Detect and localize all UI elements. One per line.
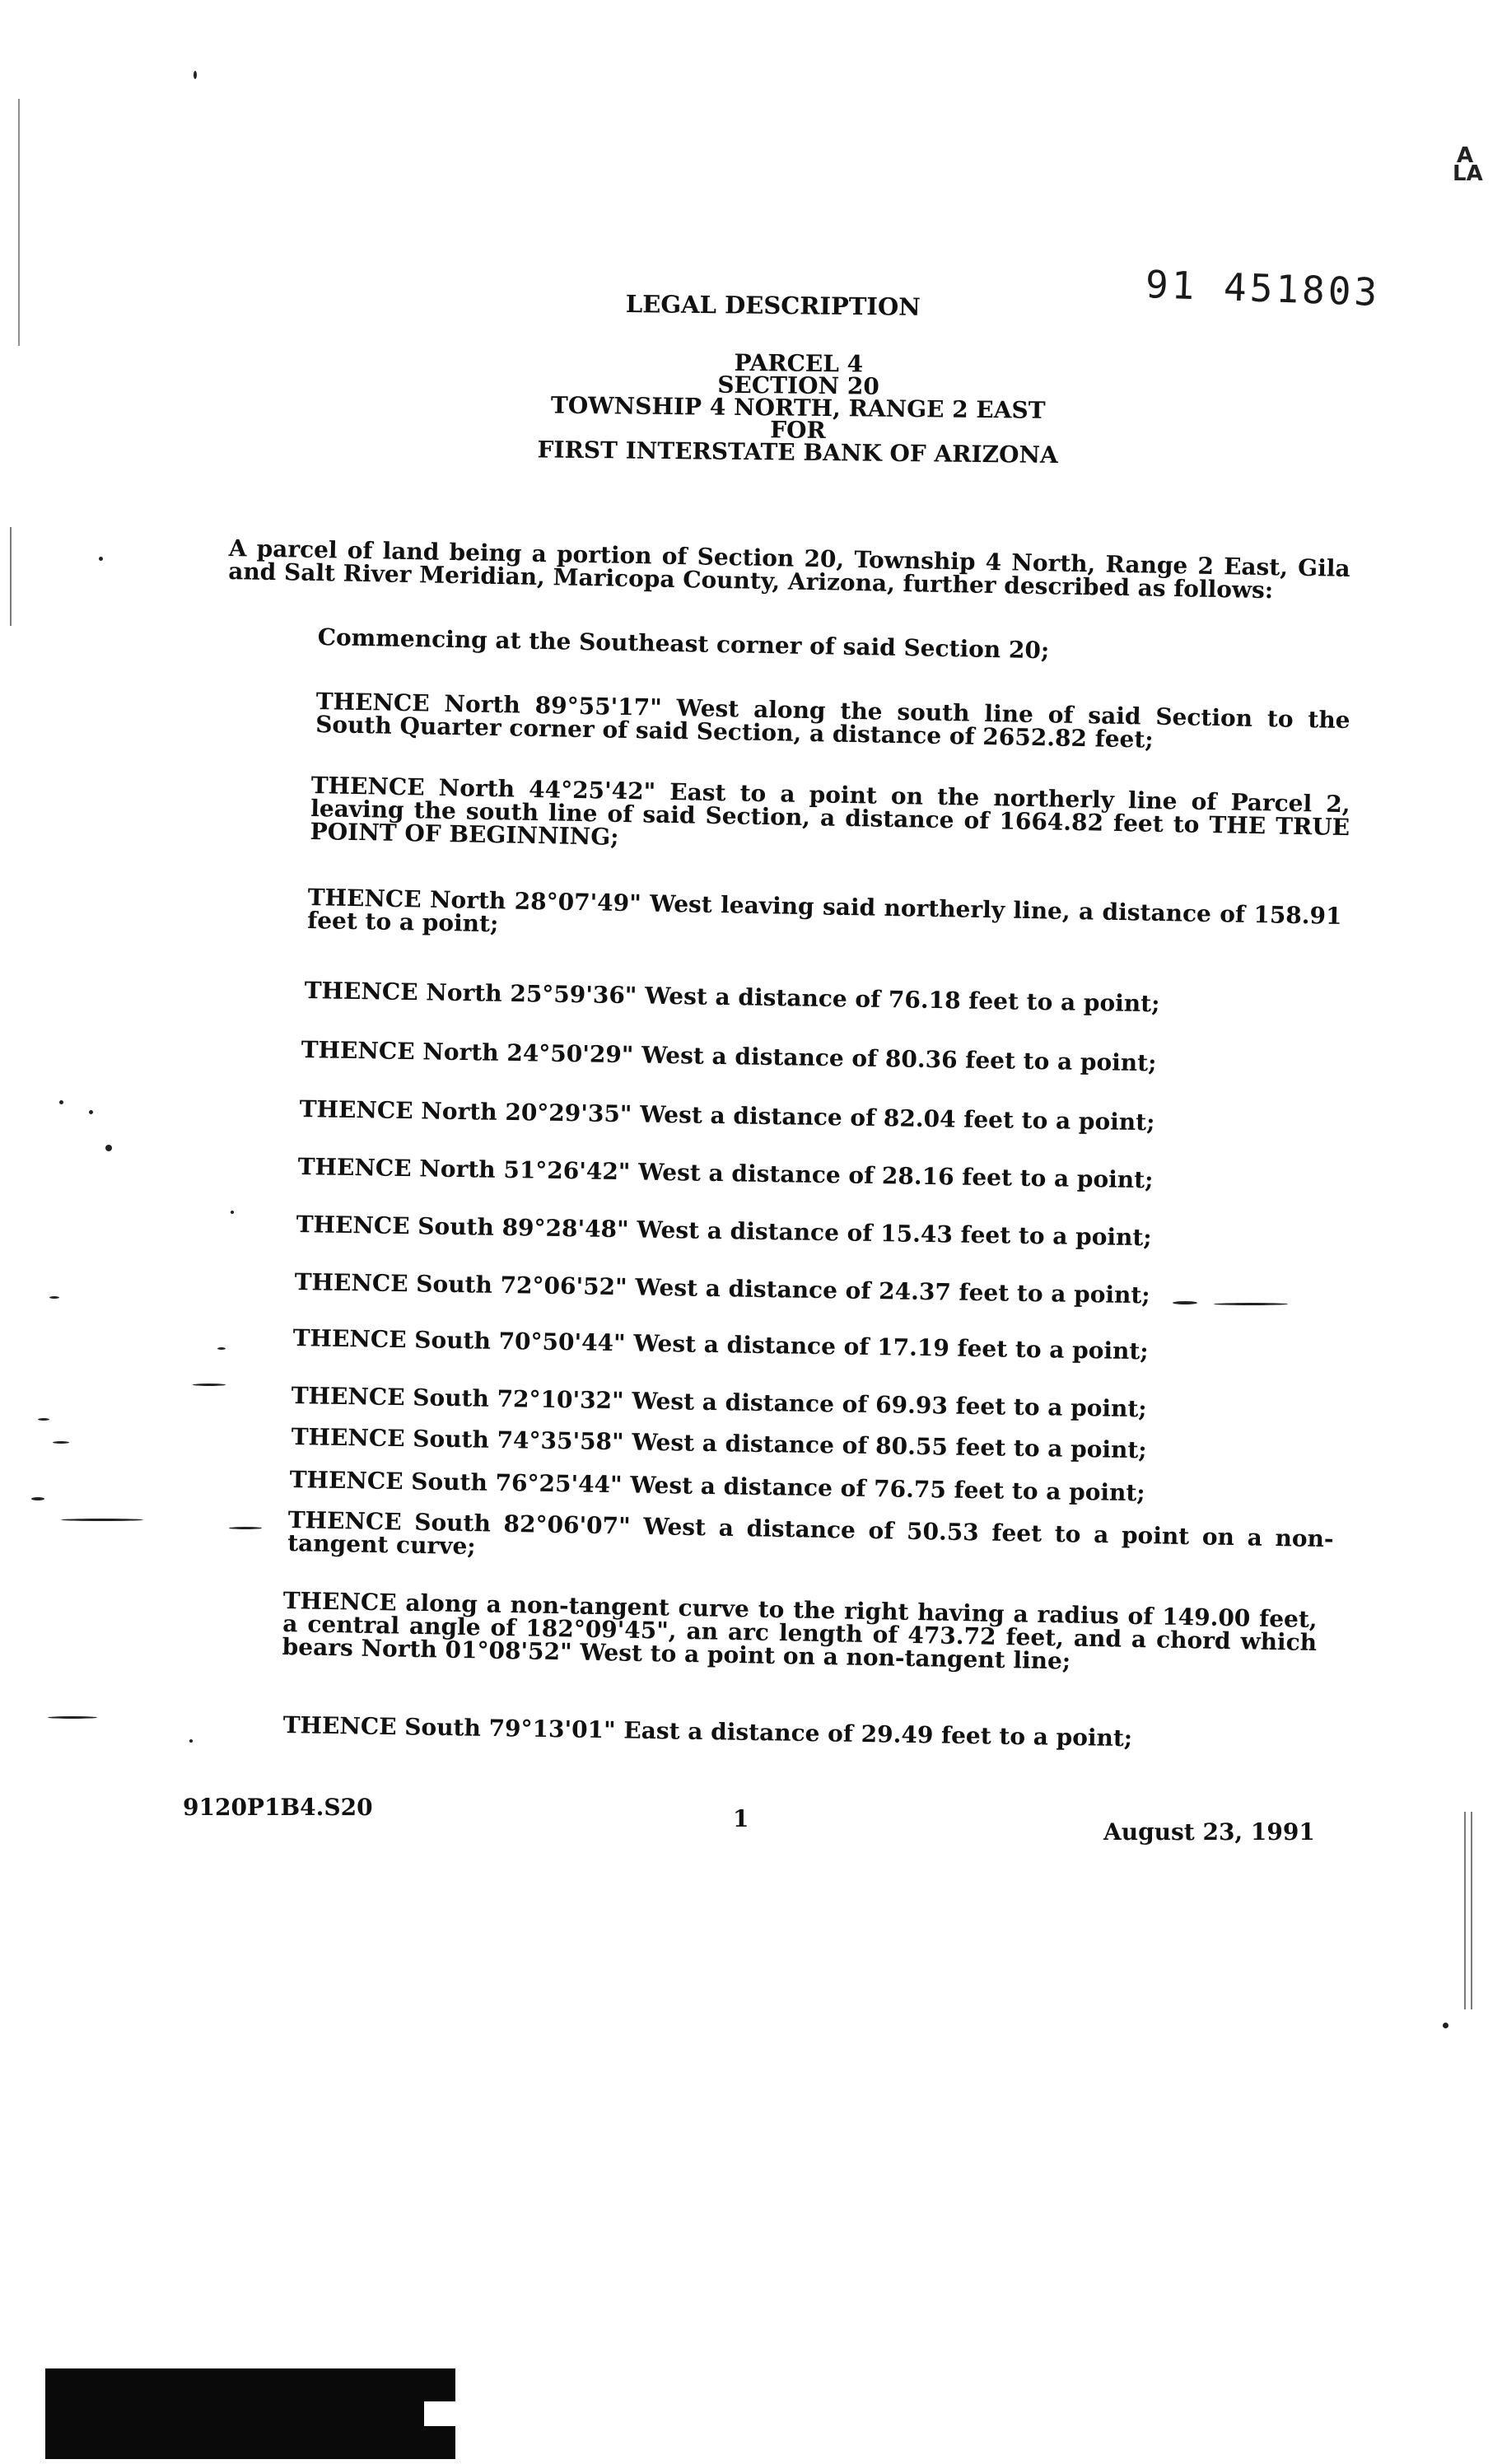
scan-speck: [59, 1100, 63, 1104]
scan-speck: [61, 1519, 143, 1521]
margin-mark-text: A LA: [1453, 143, 1483, 186]
scan-edge-line: [10, 527, 12, 626]
course-paragraph-1: THENCE North 89°55'17" West along the south line of said Section to the South Quarter corner of said Section, a distance of 2652.82 feet;: [315, 688, 1350, 754]
curve-paragraph: THENCE along a non-tangent curve to the right having a radius of 149.00 feet, a central angle of 182°09'45", an arc length of 473.72 feet, and a chord which bears North 01°08'52" West to a point on a non-tangent line;: [282, 1587, 1318, 1675]
document-date: August 23, 1991: [1103, 1818, 1315, 1846]
course-line: THENCE South 74°35'58" West a distance of 80.55 feet to a point;: [291, 1423, 1147, 1464]
scan-speck: [193, 1384, 226, 1386]
course-line-curve-start: THENCE South 82°06'07" West a distance of 50.53 feet to a point on a non-tangent curve;: [287, 1506, 1334, 1561]
scan-speck: [49, 1296, 59, 1299]
scan-speck: [38, 1418, 49, 1421]
scan-speck: [48, 1716, 97, 1719]
course-line: THENCE South 70°50'44" West a distance of 17.19 feet to a point;: [292, 1324, 1149, 1365]
scan-speck: [1443, 2023, 1448, 2028]
scan-edge-line: [18, 99, 20, 346]
course-line: THENCE North 25°59'36" West a distance of 76.18 feet to a point;: [304, 977, 1160, 1018]
scan-speck: [189, 1739, 193, 1743]
scan-speck: [1173, 1301, 1197, 1304]
heading-line-parcel: PARCEL 4: [734, 348, 864, 378]
scan-speck: [53, 1441, 69, 1444]
scan-speck: [1214, 1303, 1288, 1305]
course-paragraph-3: THENCE North 28°07'49" West leaving said northerly line, a distance of 158.91 feet to a point;: [306, 884, 1342, 938]
scan-speck: [217, 1347, 226, 1350]
heading-line-for: FOR: [770, 416, 826, 445]
scan-speck: [194, 71, 197, 79]
parcel-heading: [510, 348, 1087, 469]
scan-speck: [231, 1211, 234, 1214]
redaction-bar: [45, 2368, 455, 2459]
scan-speck: [229, 1527, 262, 1529]
commencing-paragraph: Commencing at the Southeast corner of said Section 20;: [317, 623, 1050, 665]
scan-speck: [105, 1145, 112, 1151]
course-paragraph-2: THENCE North 44°25'42" East to a point on the northerly line of Parcel 2, leaving the south line of said Section, a distance of 1664.82 feet to THE TRUE POINT OF BEGINNING;: [310, 772, 1350, 851]
scan-speck: [89, 1110, 93, 1114]
heading-line-township: TOWNSHIP 4 NORTH, RANGE 2 EAST: [550, 391, 1046, 424]
document-title: LEGAL DESCRIPTION: [625, 290, 921, 321]
course-line: THENCE South 89°28'48" West a distance of 15.43 feet to a point;: [296, 1211, 1152, 1252]
file-code: 9120P1B4.S20: [183, 1794, 373, 1821]
final-course-line: THENCE South 79°13'01" East a distance of 29.49 feet to a point;: [282, 1711, 1133, 1752]
recording-number: 91 451803: [1145, 262, 1382, 315]
redaction-notch: [424, 2401, 457, 2426]
course-line: THENCE North 20°29'35" West a distance of 82.04 feet to a point;: [299, 1095, 1155, 1136]
course-line: THENCE North 24°50'29" West a distance of 80.36 feet to a point;: [301, 1036, 1157, 1077]
scan-edge-line: [1464, 1812, 1466, 2009]
heading-line-bank: FIRST INTERSTATE BANK OF ARIZONA: [537, 436, 1058, 469]
scan-edge-line: [1471, 1812, 1472, 2009]
margin-mark: [1453, 143, 1483, 186]
course-line: THENCE South 72°06'52" West a distance of 24.37 feet to a point;: [294, 1268, 1150, 1309]
intro-paragraph: A parcel of land being a portion of Section 20, Township 4 North, Range 2 East, Gila and Salt River Meridian, Maricopa County, Arizona, further described as follows:: [227, 534, 1350, 604]
course-line: THENCE South 76°25'44" West a distance of 76.75 feet to a point;: [289, 1466, 1145, 1507]
course-line: THENCE South 72°10'32" West a distance of 69.93 feet to a point;: [291, 1382, 1147, 1423]
scan-speck: [31, 1497, 44, 1500]
course-line: THENCE North 51°26'42" West a distance of 28.16 feet to a point;: [297, 1153, 1154, 1194]
scan-speck: [99, 557, 103, 561]
heading-line-section: SECTION 20: [717, 371, 879, 400]
page-number: 1: [733, 1805, 749, 1832]
